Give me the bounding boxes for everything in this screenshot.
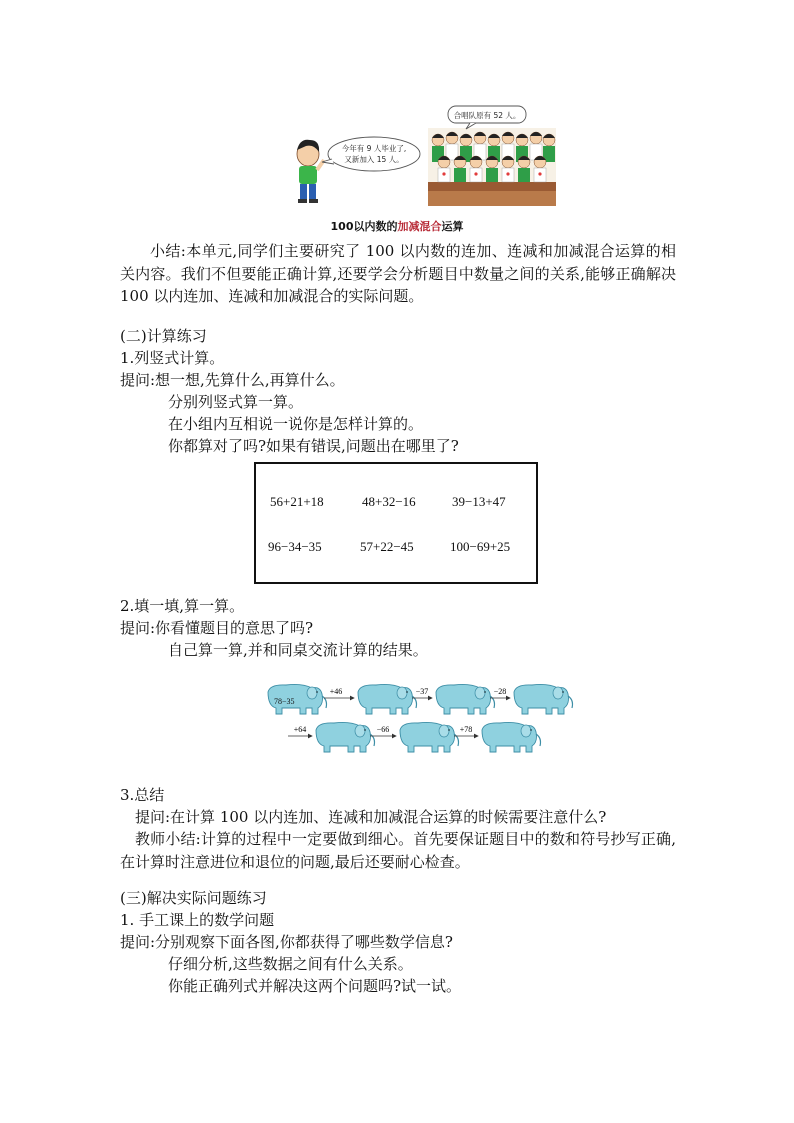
svg-text:+64: +64 — [293, 725, 307, 734]
svg-text:−28: −28 — [493, 687, 507, 696]
unit-summary-paragraph: 小结:本单元,同学们主要研究了 100 以内数的连加、连减和加减混合运算的相关内容。我们不但要能正确计算,还要学会分析题目中数量之间的关系,能够正确解决 100 以内连加、连减和加减混合的实际问题。 — [120, 242, 676, 305]
caption-part-3: 运算 — [441, 220, 464, 233]
svg-text:+78: +78 — [459, 725, 473, 734]
expression-1: 56+21+18 — [270, 494, 324, 509]
question-1-prompt-3: 在小组内互相说一说你是怎样计算的。 — [168, 415, 424, 433]
elephant-5 — [316, 722, 375, 752]
boy-bubble-line-2: 又新加入 15 人。 — [344, 155, 404, 164]
choir-group — [428, 128, 556, 206]
question-3-title: 3.总结 — [120, 786, 165, 804]
question-1-prompt-1: 提问:想一想,先算什么,再算什么。 — [120, 371, 345, 389]
chain-arrow-6 — [454, 725, 478, 736]
elephant-3 — [436, 684, 495, 714]
svg-text:−37: −37 — [415, 687, 429, 696]
boy-speech-bubble — [322, 137, 420, 171]
elephant-6 — [400, 722, 459, 752]
question-1-title: 1.列竖式计算。 — [120, 349, 225, 367]
expression-3: 39−13+47 — [452, 494, 506, 509]
expression-6: 100−69+25 — [450, 539, 511, 554]
teacher-summary-paragraph: 教师小结:计算的过程中一定要做到细心。首先要保证题目中的数和符号抄写正确,在计算时注意进位和退位的问题,最后还要耐心检查。 — [120, 830, 676, 871]
choir-bubble-text: 合唱队原有 52 人。 — [453, 111, 521, 120]
elephant-7 — [482, 722, 541, 752]
chain-arrow-2 — [412, 687, 432, 698]
expression-4: 96−34−35 — [268, 539, 322, 554]
chain-arrow-1 — [324, 687, 354, 698]
question-2-title: 2.填一填,算一算。 — [120, 597, 245, 615]
chain-arrow-3 — [490, 687, 510, 698]
boy-bubble-line-1: 今年有 9 人毕业了, — [341, 144, 407, 153]
elephant-2 — [358, 684, 417, 714]
question-3-prompt: 提问:在计算 100 以内连加、连减和加减混合运算的时候需要注意什么? — [135, 808, 607, 826]
boy-figure — [297, 140, 324, 203]
caption-part-1: 100以内数的 — [330, 220, 398, 233]
chain-start-value: 78−35 — [274, 697, 295, 706]
figure-caption — [0, 218, 794, 234]
section-3-title: (三)解决实际问题练习 — [120, 889, 267, 907]
chain-arrow-4 — [288, 725, 312, 736]
caption-part-2-highlight: 加减混合 — [397, 220, 442, 233]
choir-illustration — [286, 104, 556, 208]
svg-text:+46: +46 — [329, 687, 343, 696]
chain-arrow-5 — [370, 725, 396, 736]
elephant-chain-diagram — [266, 680, 576, 756]
expression-5: 57+22−45 — [360, 539, 414, 554]
question-2-prompt-1: 提问:你看懂题目的意思了吗? — [120, 619, 314, 637]
calculation-box — [254, 462, 538, 584]
section-3-question-1: 1. 手工课上的数学问题 — [120, 911, 275, 929]
section-2-title: (二)计算练习 — [120, 327, 207, 345]
elephant-4 — [514, 684, 573, 714]
choir-speech-bubble — [448, 106, 526, 129]
expression-2: 48+32−16 — [362, 494, 416, 509]
section-3-prompt-2: 仔细分析,这些数据之间有什么关系。 — [168, 955, 413, 973]
svg-text:−66: −66 — [376, 725, 390, 734]
section-3-prompt-3: 你能正确列式并解决这两个问题吗?试一试。 — [168, 977, 462, 995]
question-1-prompt-4: 你都算对了吗?如果有错误,问题出在哪里了? — [168, 437, 459, 455]
section-3-prompt-1: 提问:分别观察下面各图,你都获得了哪些数学信息? — [120, 933, 453, 951]
question-2-prompt-2: 自己算一算,并和同桌交流计算的结果。 — [168, 641, 428, 659]
question-1-prompt-2: 分别列竖式算一算。 — [168, 393, 304, 411]
